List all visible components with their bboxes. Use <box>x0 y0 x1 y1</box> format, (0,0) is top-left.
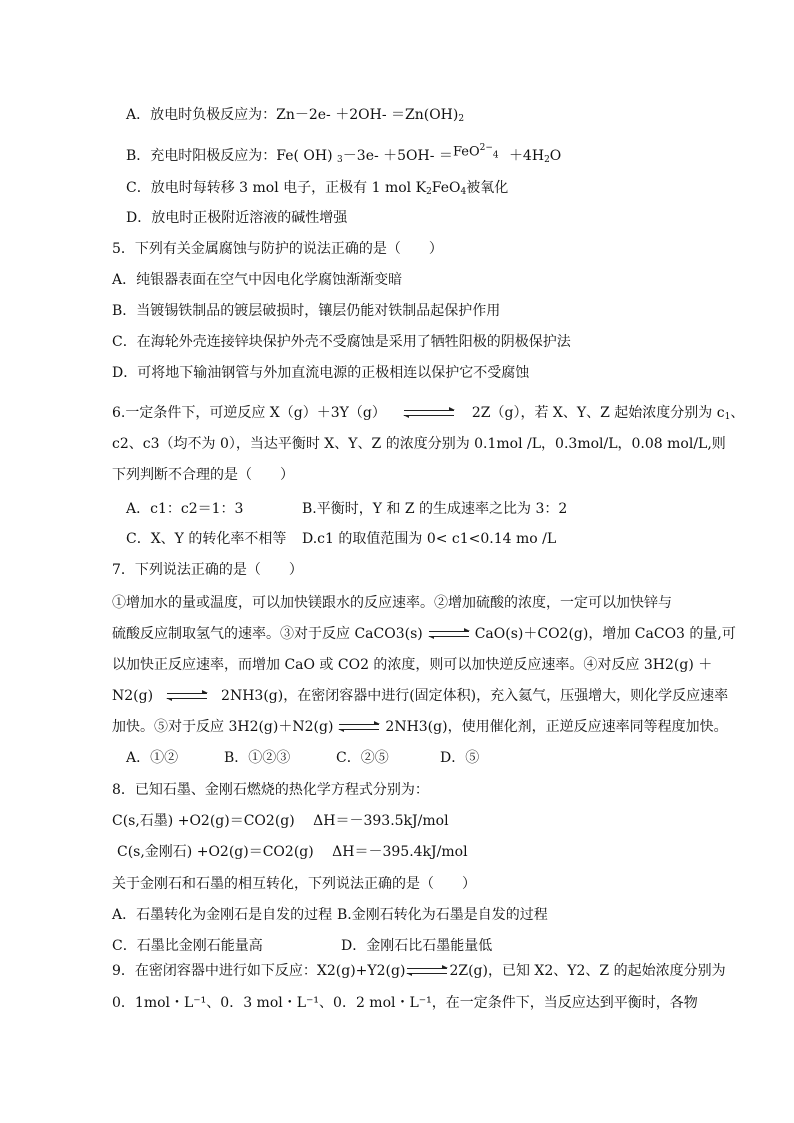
equilibrium-arrow-icon <box>404 407 454 419</box>
q8-option-a: A．石墨转化为金刚石是自发的过程 <box>112 907 333 923</box>
q4-option-a: A．放电时负极反应为：$Zn-2e- +2OH- =Zn(OH)_2$ <box>126 107 465 124</box>
q5-option-c: C．在海轮外壳连接锌块保护外壳不受腐蚀是采用了牺牲阳极的阴极保护法 <box>112 334 571 350</box>
q4-option-d: D．放电时正极附近溶液的碱性增强 <box>126 210 348 226</box>
q5-option-a: A．纯银器表面在空气中因电化学腐蚀渐渐变暗 <box>112 272 403 288</box>
q7-line-1: ①增加水的量或温度，可以加快镁跟水的反应速率。②增加硫酸的浓度，一定可以加快锌与 <box>112 595 672 611</box>
q6-line-3: 下列判断不合理的是（ ） <box>112 467 294 483</box>
q7-line-5: 加快。⑤对于反应 3H2(g)＋N2(g) 2NH3(g)，使用催化剂，正逆反应速率同等程度加快。 <box>112 719 728 735</box>
q7-line-4: N2(g) 2NH3(g)，在密闭容器中进行(固定体积)，充入氦气，压强增大，则化学反应速率 <box>112 688 729 704</box>
q8-equation-graphite: C(s,石墨) +O2(g)＝CO2(g) ΔH＝－393.5kJ/mol <box>112 813 449 829</box>
q6-options-row-1 <box>126 500 567 518</box>
q4-option-c: C．放电时每转移 3 mol 电子，正极有 1 mol $K_2FeO_4$被氧化 <box>126 180 509 197</box>
ferrate-ion-formula: FeO$^{2-}_4$ <box>452 143 499 161</box>
q6-options-row-2 <box>126 530 556 548</box>
q7-option-a: A．①② <box>126 750 179 766</box>
q7-option-d: D．⑤ <box>440 750 480 766</box>
q8-option-c: C．石墨比金刚石能量高 <box>112 938 263 954</box>
q8-option-d: D．金刚石比石墨能量低 <box>341 938 493 954</box>
q6-option-a: A．c1：c2＝1：3 <box>126 501 244 517</box>
q7-option-b: B．①②③ <box>224 750 291 766</box>
q8-options-row-2 <box>112 937 492 955</box>
q8-option-b: B.金刚石转化为石墨是自发的过程 <box>337 907 548 923</box>
q8-equation-diamond: C(s,金刚石) +O2(g)＝CO2(g) ΔH＝－395.4kJ/mol <box>117 844 468 860</box>
equilibrium-arrow-icon <box>339 721 379 733</box>
q6-option-b: B.平衡时，Y 和 Z 的生成速率之比为 3：2 <box>302 501 568 517</box>
q6-line-2: c2、c3（均不为 0），当达平衡时 X、Y、Z 的浓度分别为 0.1mol /L，0.3mol/L，0.08 mol/L,则 <box>112 436 726 452</box>
q5-option-b: B．当镀锡铁制品的镀层破损时，镶层仍能对铁制品起保护作用 <box>112 303 501 319</box>
equilibrium-arrow-icon <box>407 965 447 977</box>
q8-options-row-1 <box>112 906 548 924</box>
equilibrium-arrow-icon <box>167 690 207 702</box>
q5-option-d: D．可将地下输油钢管与外加直流电源的正极相连以保护它不受腐蚀 <box>112 365 530 381</box>
q5-stem: 5．下列有关金属腐蚀与防护的说法正确的是（ ） <box>112 241 443 257</box>
q8-stem: 8．已知石墨、金刚石燃烧的热化学方程式分别为： <box>112 782 429 798</box>
q9-line-1: 9．在密闭容器中进行如下反应：X2(g)+Y2(g) 2Z(g)，已知 X2、Y2、Z 的起始浓度分别为 <box>112 963 726 979</box>
q7-line-3: 以加快正反应速率，而增加 CaO 或 CO2 的浓度，则可以加快逆反应速率。④对反应 3H2(g) ＋ <box>112 657 713 673</box>
q6-line-1: 6.一定条件下，可逆反应 X（g）＋3Y（g） 2Z（g），若 X、Y、Z 起始浓度分别为 $c_1$、 <box>112 405 745 422</box>
q7-options <box>126 749 479 767</box>
q8-question: 关于金刚石和石墨的相互转化，下列说法正确的是（ ） <box>112 876 476 892</box>
q7-stem: 7．下列说法正确的是（ ） <box>112 562 303 578</box>
q9-line-2: 0．1mol・L⁻¹、0．3 mol・L⁻¹、0．2 mol・L⁻¹，在一定条件下，当反应达到平衡时，各物 <box>112 995 698 1011</box>
q4-option-b: B．充电时阳极反应为：Fe( OH) $_3$－3e- ＋5OH- ＝ FeO$^{2-}_4$ $+4H_2O$ <box>126 143 562 165</box>
q6-option-c: C．X、Y 的转化率不相等 <box>126 531 287 547</box>
q6-option-d: D.c1 的取值范围为 0< c1<0.14 mo /L <box>302 531 557 547</box>
q7-option-c: C．②⑤ <box>336 750 389 766</box>
q7-line-2: 硫酸反应制取氢气的速率。③对于反应 CaCO3(s) CaO(s)＋CO2(g)，增加 CaCO3 的量,可 <box>112 626 736 642</box>
equilibrium-arrow-icon <box>429 628 469 640</box>
